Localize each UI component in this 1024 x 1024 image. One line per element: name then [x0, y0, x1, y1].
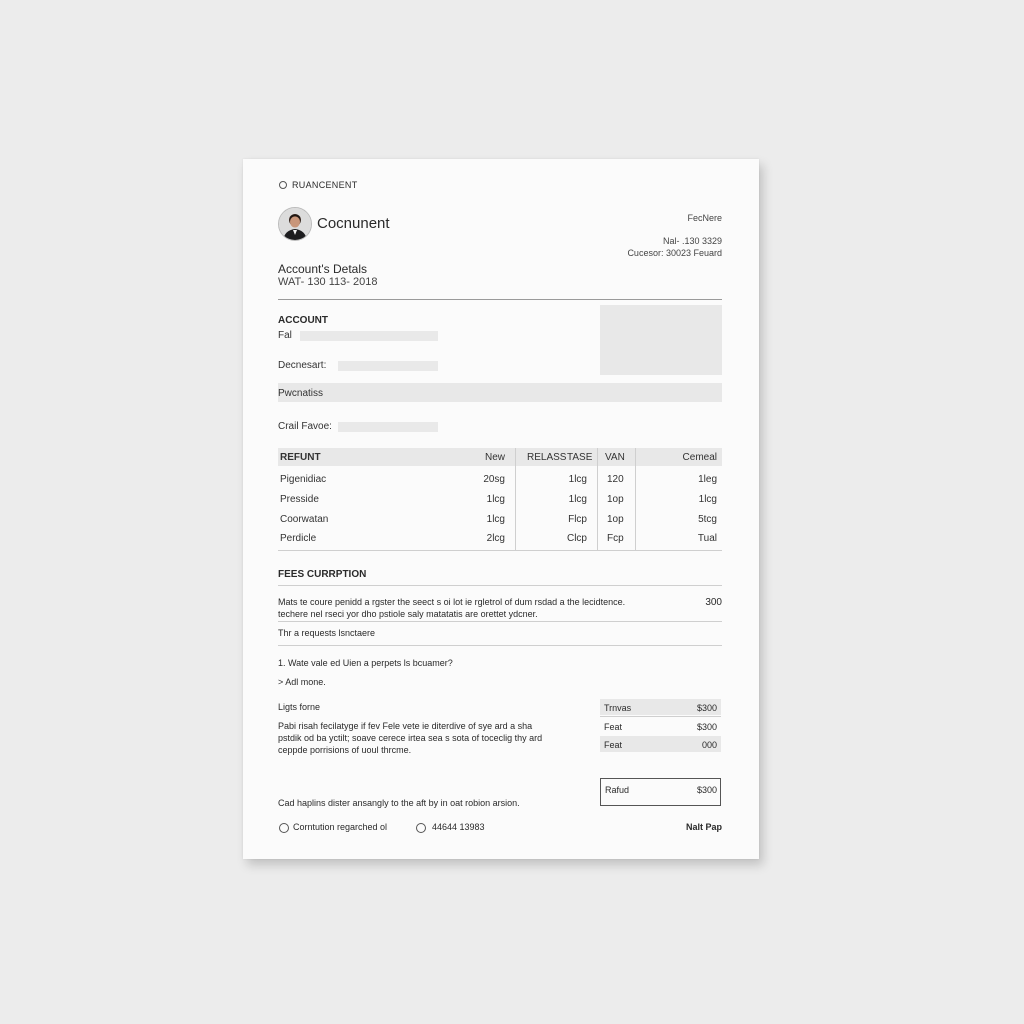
details-title: Account's Detals: [278, 262, 367, 276]
summary-value-1: $300: [696, 703, 717, 713]
table-cell: 1leg: [698, 474, 717, 485]
summary-label-3: Feat: [604, 740, 623, 750]
table-cell: 1op: [607, 514, 624, 525]
table-cell: 1lcg: [486, 514, 505, 525]
refund-col-name: REFUNT: [280, 452, 321, 463]
summary-value-2: $300: [696, 722, 717, 732]
refund-col-van: VAN: [605, 452, 625, 463]
details-subtitle: WAT- 130 113- 2018: [278, 276, 378, 288]
option-2-radio[interactable]: [416, 823, 426, 833]
refund-col-relass: RELASS: [527, 452, 567, 463]
table-cell: 120: [607, 474, 624, 485]
table-cell: Perdicle: [280, 533, 317, 544]
account-label-2: Decnesart:: [278, 360, 327, 371]
table-col-divider: [635, 448, 636, 550]
option-1-radio[interactable]: [279, 823, 289, 833]
photo-placeholder: [600, 305, 722, 375]
account-shaded-row: [278, 383, 722, 402]
account-label-1: Fal: [278, 330, 292, 341]
fees-line-1: Mats te coure penidd a rgster the seect s oi lot ie rgletrol of dum rsdad a the lecidtence.: [278, 597, 626, 607]
account-field-4[interactable]: [338, 422, 438, 432]
option-2-label: 44644 13983: [432, 822, 485, 832]
account-heading: ACCOUNT: [278, 315, 328, 326]
table-cell: Clcp: [566, 533, 587, 544]
fees-line-2: techere nel rseci yor dho pstiole saly matatatis are orettet ydcner.: [278, 609, 538, 619]
paragraph-line-1: Pabi risah fecilatyge if fev Fele vete ie diterdive of sye ard a sha: [278, 721, 533, 731]
header-tag: RUANCENENT: [292, 180, 358, 190]
refund-total-label: Rafud: [605, 785, 630, 795]
request-rule: [278, 645, 722, 646]
fees-amount: 300: [705, 597, 722, 608]
question-text: 1. Wate vale ed Uien a perpets ls bcuamer?: [278, 658, 453, 668]
table-cell: Coorwatan: [280, 514, 329, 525]
answer-text: > Adl mone.: [278, 677, 326, 687]
table-cell: 5tcg: [698, 514, 717, 525]
paragraph-line-2: pstdik od ba yctilt; soave cerece irtea sea s sota of toceclig thy ard: [278, 733, 543, 743]
refund-total-value: $300: [696, 785, 717, 795]
table-cell: 1lcg: [568, 474, 587, 485]
table-col-divider: [515, 448, 516, 550]
table-cell: Pigenidiac: [280, 474, 327, 485]
fees-rule-2: [278, 621, 722, 622]
refund-col-tase: TASE: [567, 452, 593, 463]
account-field-2[interactable]: [338, 361, 438, 371]
table-cell: 2lcg: [486, 533, 505, 544]
table-col-divider: [597, 448, 598, 550]
fees-rule: [278, 585, 722, 586]
option-1-label: Corntution regarched ol: [293, 822, 388, 832]
avatar: [278, 207, 312, 241]
paragraph-line-3: ceppde porrisions of uoul thrcme.: [278, 745, 412, 755]
table-cell: Tual: [697, 533, 717, 544]
summary-label-1: Trnvas: [604, 703, 632, 713]
table-cell: 1lcg: [486, 494, 505, 505]
summary-label-2: Feat: [604, 722, 623, 732]
table-cell: 1lcg: [698, 494, 717, 505]
header-divider: [278, 299, 722, 300]
table-cell: 20sg: [483, 474, 505, 485]
fees-heading: FEES CURRPTION: [278, 569, 367, 580]
document-page: [243, 159, 759, 859]
table-bottom-rule: [278, 550, 722, 551]
table-cell: Fcp: [607, 533, 624, 544]
refund-col-cemeal: Cemeal: [682, 452, 717, 463]
table-cell: Flcp: [568, 514, 587, 525]
header-right-line2: Cucesor: 30023 Feuard: [627, 248, 722, 258]
summary-value-3: 000: [701, 740, 717, 750]
header-right-line1: Nal- .130 3329: [662, 236, 722, 246]
refund-col-new: New: [484, 452, 505, 463]
header-right-name: FecNere: [687, 213, 722, 223]
lights-heading: Ligts forne: [278, 702, 321, 712]
account-label-4: Crail Favoe:: [278, 421, 332, 432]
account-label-3: Pwcnatiss: [278, 388, 324, 399]
request-heading: Thr a requests lsnctaere: [278, 628, 376, 638]
signature-text: Nalt Pap: [685, 822, 722, 832]
summary-rule: [600, 716, 721, 717]
table-cell: 1lcg: [568, 494, 587, 505]
footer-note: Cad haplins dister ansangly to the aft by in oat robion arsion.: [278, 798, 520, 808]
account-field-1[interactable]: [300, 331, 438, 341]
company-name: Cocnunent: [317, 215, 390, 232]
table-cell: Presside: [280, 494, 319, 505]
header-tag-icon: [279, 181, 287, 189]
table-cell: 1op: [607, 494, 624, 505]
